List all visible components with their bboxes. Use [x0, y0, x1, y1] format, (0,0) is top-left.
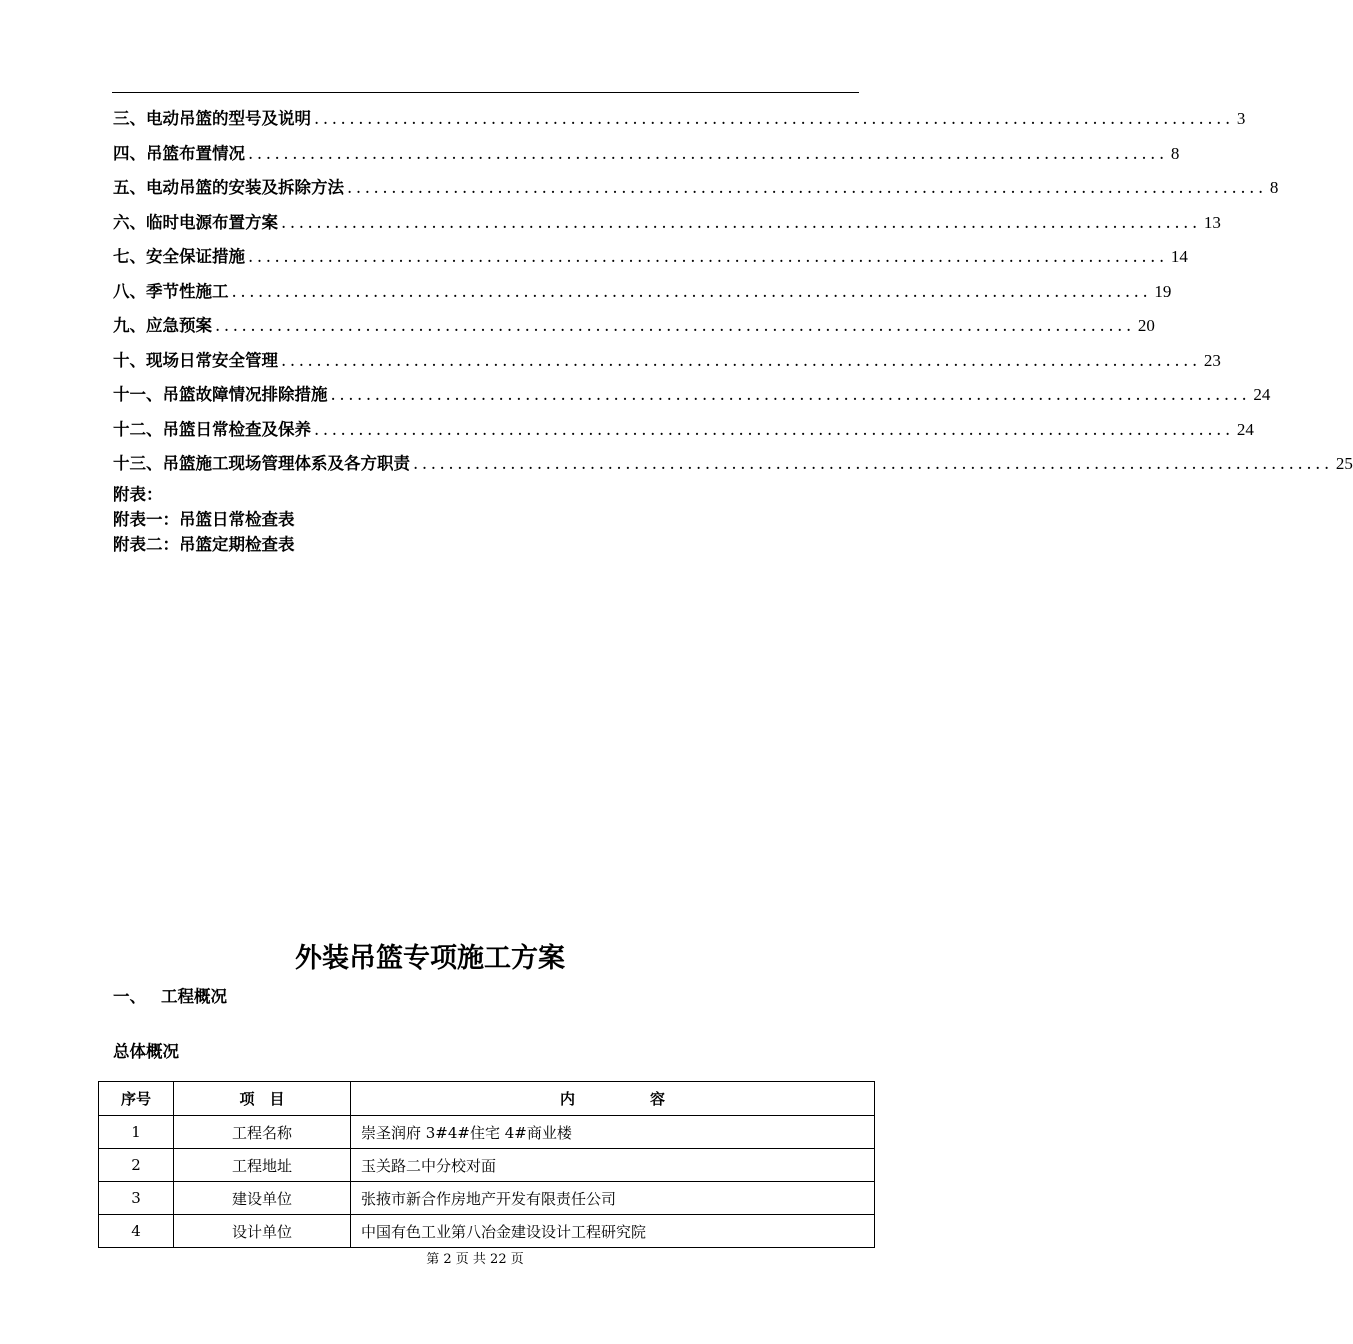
toc-entry[interactable] [113, 102, 1246, 137]
toc-entry[interactable] [113, 309, 1155, 344]
cell-item: 工程地址 [174, 1149, 351, 1182]
toc-leader-dots: ........................................................................................................ [281, 350, 1201, 370]
toc-leader-dots: ........................................................................................................ [281, 212, 1201, 232]
toc-entry-title: 十二、吊篮日常检查及保养 [113, 419, 311, 439]
cell-content: 中国有色工业第八冶金建设设计工程研究院 [351, 1215, 875, 1248]
toc-entry-title: 十三、吊篮施工现场管理体系及各方职责 [113, 454, 410, 473]
toc-leader-dots: ........................................................................................................ [314, 419, 1234, 439]
cell-content: 玉关路二中分校对面 [351, 1149, 875, 1182]
header-content: 内 容 [351, 1082, 875, 1116]
toc-entry-title: 十一、吊篮故障情况排除措施 [113, 385, 328, 404]
toc-leader-dots: ........................................................................................................ [248, 247, 1168, 266]
toc-entry[interactable] [113, 240, 1188, 275]
table-row [99, 1182, 875, 1215]
toc-entry-page: 13 [1203, 212, 1221, 232]
cell-item: 建设单位 [174, 1182, 351, 1215]
subsection-heading: 总体概况 [113, 1042, 179, 1061]
appendix-item: 附表二：吊篮定期检查表 [113, 535, 295, 554]
cell-no: 4 [99, 1215, 174, 1248]
table-of-contents [113, 102, 1353, 482]
header-no: 序号 [99, 1082, 174, 1116]
cell-item: 工程名称 [174, 1116, 351, 1149]
cell-content: 张掖市新合作房地产开发有限责任公司 [351, 1182, 875, 1215]
toc-entry-title: 五、电动吊篮的安装及拆除方法 [113, 178, 344, 197]
appendix-item: 附表一：吊篮日常检查表 [113, 510, 295, 529]
toc-entry-page: 24 [1253, 385, 1271, 404]
toc-entry-title: 七、安全保证措施 [113, 247, 245, 266]
toc-leader-dots: ........................................................................................................ [248, 143, 1168, 163]
toc-leader-dots: ........................................................................................................ [413, 454, 1333, 473]
toc-entry-page: 8 [1269, 178, 1279, 197]
toc-entry-page: 19 [1154, 281, 1172, 301]
header-rule [112, 92, 859, 93]
toc-entry-page: 23 [1203, 350, 1221, 370]
toc-leader-dots: ........................................................................................................ [347, 178, 1267, 197]
page-footer: 第 2 页 共 22 页 [426, 1252, 524, 1267]
toc-entry-page: 3 [1236, 109, 1246, 128]
toc-entry-page: 20 [1137, 316, 1155, 335]
toc-entry[interactable] [113, 447, 1353, 482]
cell-content: 崇圣润府 3#4#住宅 4#商业楼 [351, 1116, 875, 1149]
toc-leader-dots: ........................................................................................................ [314, 109, 1234, 128]
toc-entry[interactable] [113, 413, 1254, 448]
toc-entry-title: 六、临时电源布置方案 [113, 212, 278, 232]
cell-item: 设计单位 [174, 1215, 351, 1248]
toc-entry-page: 24 [1236, 419, 1254, 439]
toc-leader-dots: ........................................................................................................ [215, 316, 1135, 335]
toc-entry-page: 8 [1170, 143, 1180, 163]
header-item: 项 目 [174, 1082, 351, 1116]
cell-no: 2 [99, 1149, 174, 1182]
toc-entry[interactable] [113, 275, 1172, 310]
toc-leader-dots: ........................................................................................................ [330, 385, 1251, 404]
toc-entry-page: 25 [1335, 454, 1353, 473]
toc-leader-dots: ........................................................................................................ [231, 281, 1152, 301]
toc-entry[interactable] [113, 206, 1221, 241]
table-row [99, 1215, 875, 1248]
toc-entry[interactable] [113, 344, 1221, 379]
cell-no: 3 [99, 1182, 174, 1215]
toc-entry[interactable] [113, 171, 1279, 206]
table-row [99, 1116, 875, 1149]
appendix-heading: 附表： [113, 485, 163, 504]
section-title: 工程概况 [161, 987, 227, 1006]
table-row [99, 1149, 875, 1182]
document-title: 外装吊篮专项施工方案 [295, 943, 565, 974]
toc-entry-title: 四、吊篮布置情况 [113, 143, 245, 163]
table-header-row [99, 1082, 875, 1116]
toc-entry-title: 九、应急预案 [113, 316, 212, 335]
toc-entry[interactable] [113, 137, 1180, 172]
toc-entry[interactable] [113, 378, 1271, 413]
toc-entry-title: 十、现场日常安全管理 [113, 350, 278, 370]
toc-entry-title: 八、季节性施工 [113, 281, 229, 301]
appendix-list [113, 482, 295, 557]
section-heading [113, 983, 227, 1007]
toc-entry-title: 三、电动吊篮的型号及说明 [113, 109, 311, 128]
project-overview-table [98, 1081, 875, 1248]
cell-no: 1 [99, 1116, 174, 1149]
section-number: 一、 [113, 987, 146, 1006]
toc-entry-page: 14 [1170, 247, 1188, 266]
